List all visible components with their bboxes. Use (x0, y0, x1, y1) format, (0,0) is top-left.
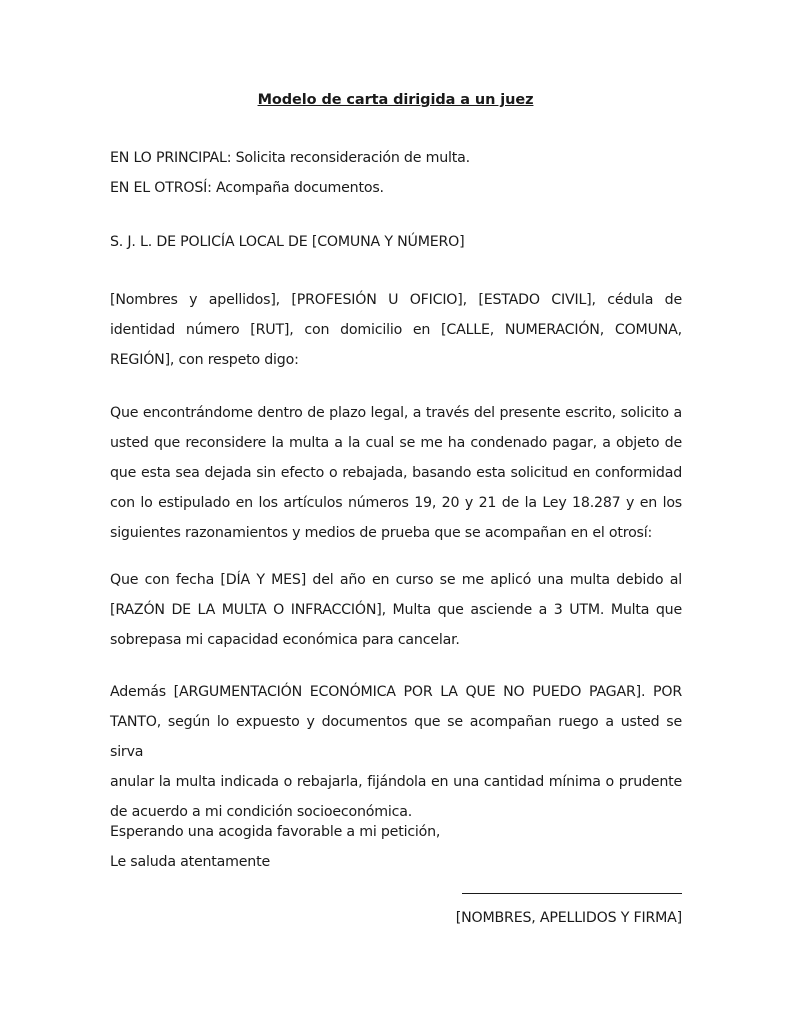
paragraph-facts (110, 565, 682, 655)
paragraph-line: anular la multa indicada o rebajarla, fijándola en una cantidad mínima o prudente (110, 774, 682, 790)
paragraph-line: que esta sea dejada sin efecto o rebajada, basando esta solicitud en conformidad (110, 465, 682, 481)
document-title: Modelo de carta dirigida a un juez (257, 92, 534, 108)
header-lines (110, 143, 682, 203)
signature-label: [NOMBRES, APELLIDOS Y FIRMA] (455, 910, 682, 926)
paragraph-line: TANTO, según lo expuesto y documentos que se acompañan ruego a usted se sirva (110, 714, 682, 760)
paragraph-line: identidad número [RUT], con domicilio en [CALLE, NUMERACIÓN, COMUNA, (110, 322, 682, 338)
court-line: S. J. L. DE POLICÍA LOCAL DE [COMUNA Y NÚMERO] (110, 234, 465, 250)
paragraph-line: Además [ARGUMENTACIÓN ECONÓMICA POR LA QUE NO PUEDO PAGAR]. POR (110, 684, 682, 700)
header-otrosi: EN EL OTROSÍ: Acompaña documentos. (110, 180, 384, 196)
paragraph-line: [RAZÓN DE LA MULTA O INFRACCIÓN], Multa que asciende a 3 UTM. Multa que (110, 602, 682, 618)
paragraph-line: sobrepasa mi capacidad económica para cancelar. (110, 632, 460, 648)
paragraph-line: con lo estipulado en los artículos números 19, 20 y 21 de la Ley 18.287 y en los (110, 495, 682, 511)
paragraph-line: usted que reconsidere la multa a la cual se me ha condenado pagar, a objeto de (110, 435, 682, 451)
paragraph-line: REGIÓN], con respeto digo: (110, 352, 299, 368)
paragraph-identification (110, 285, 682, 375)
closing-line: Le saluda atentamente (110, 854, 270, 870)
paragraph-line: [Nombres y apellidos], [PROFESIÓN U OFICIO], [ESTADO CIVIL], cédula de (110, 292, 682, 308)
paragraph-arguments (110, 677, 682, 827)
closing-lines (110, 817, 682, 877)
closing-line: Esperando una acogida favorable a mi petición, (110, 824, 441, 840)
header-principal: EN LO PRINCIPAL: Solicita reconsideración de multa. (110, 150, 470, 166)
paragraph-line: siguientes razonamientos y medios de prueba que se acompañan en el otrosí: (110, 525, 653, 541)
signature-line (462, 893, 682, 894)
paragraph-line: Que encontrándome dentro de plazo legal, a través del presente escrito, solicito a (110, 405, 682, 421)
paragraph-line: de acuerdo a mi condición socioeconómica. (110, 804, 412, 820)
paragraph-line: Que con fecha [DÍA Y MES] del año en curso se me aplicó una multa debido al (110, 572, 682, 588)
paragraph-request (110, 398, 682, 548)
court-addressee (110, 227, 682, 257)
